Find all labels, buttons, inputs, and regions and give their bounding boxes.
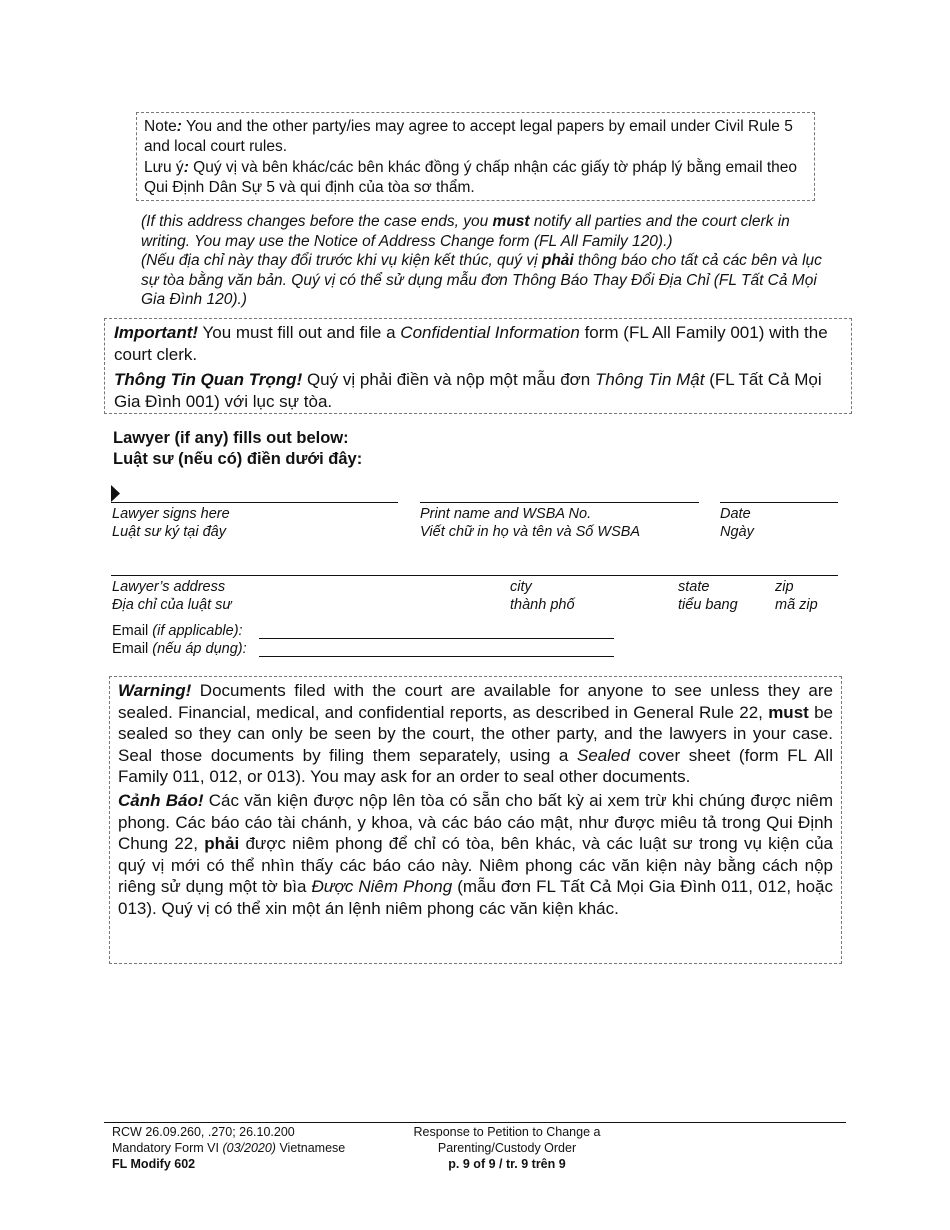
city-label bbox=[510, 578, 575, 614]
email-label-vi bbox=[112, 640, 247, 658]
footer-mandatory-pre: Mandatory Form VI bbox=[112, 1141, 223, 1155]
zip-label-vi: mã zip bbox=[775, 597, 818, 613]
important-vi-post: (FL Tất Cả Mọi Gia Đình 001) với lục sự tòa. bbox=[114, 370, 822, 411]
warning-vi-phai: phải bbox=[204, 834, 240, 854]
lawyer-signs-label-en: Lawyer signs here bbox=[112, 506, 230, 522]
date-label bbox=[720, 505, 754, 541]
note-vi-colon: : bbox=[183, 159, 189, 176]
important-vi bbox=[114, 369, 842, 412]
address-notice-en bbox=[141, 212, 841, 251]
email-line-en[interactable] bbox=[259, 638, 614, 639]
lawyer-heading-en: Lawyer (if any) fills out below: bbox=[113, 429, 349, 447]
lawyer-heading-vi: Luật sư (nếu có) điền dưới đây: bbox=[113, 450, 363, 468]
address-notice-vi bbox=[141, 251, 841, 310]
signature-arrow-icon bbox=[111, 485, 121, 502]
lawyer-address-label-vi: Địa chỉ của luật sư bbox=[112, 597, 232, 613]
important-vi-pre: Quý vị phải điền và nộp một mẫu đơn bbox=[302, 370, 595, 389]
zip-label bbox=[775, 578, 818, 614]
footer-mandatory-date: (03/2020) bbox=[222, 1141, 276, 1155]
state-label-vi: tiểu bang bbox=[678, 597, 738, 613]
note-en bbox=[144, 117, 807, 156]
lawyer-address-line[interactable] bbox=[111, 575, 838, 576]
footer-rule bbox=[104, 1122, 846, 1123]
print-name-label-vi: Viết chữ in họ và tên và Số WSBA bbox=[420, 524, 641, 540]
lawyer-section-heading bbox=[113, 428, 362, 470]
warning-en-label: Warning! bbox=[118, 681, 192, 700]
note-box bbox=[136, 112, 815, 201]
email-label-vi-text: Email bbox=[112, 641, 153, 657]
state-label bbox=[678, 578, 738, 614]
lawyer-signs-label-vi: Luật sư ký tại đây bbox=[112, 524, 226, 540]
warning-en-pre: Documents filed with the court are available for anyone to see unless they are sealed. Financial, medical, and confidential reports, as described in General Rule 22, bbox=[118, 681, 833, 722]
print-name-wsba-line[interactable] bbox=[420, 502, 699, 503]
note-en-text: You and the other party/ies may agree to accept legal papers by email under Civil Rule 5 and local court rules. bbox=[144, 118, 793, 155]
print-name-label bbox=[420, 505, 640, 541]
note-vi bbox=[144, 158, 807, 197]
email-label-en bbox=[112, 622, 247, 640]
address-notice-vi-phai: phải bbox=[541, 252, 574, 269]
footer-center bbox=[382, 1124, 632, 1172]
warning-en-post: cover sheet (form FL All Family 011, 012, or 013). You may ask for an order to seal other documents. bbox=[118, 745, 833, 787]
warning-vi bbox=[118, 790, 833, 920]
important-en-label: Important! bbox=[114, 323, 199, 342]
important-en-form-name: Confidential Information bbox=[400, 323, 580, 342]
footer-mandatory-post: Vietnamese bbox=[275, 1141, 346, 1155]
zip-label-en: zip bbox=[775, 579, 794, 595]
warning-vi-label: Cảnh Báo! bbox=[118, 790, 204, 810]
email-label-en-text: Email bbox=[112, 623, 153, 639]
city-label-vi: thành phố bbox=[510, 597, 575, 613]
address-change-notice bbox=[141, 212, 841, 310]
footer-title-line2: Parenting/Custody Order bbox=[437, 1141, 577, 1155]
warning-vi-post: (mẫu đơn FL Tất Cả Mọi Gia Đình 011, 012, hoặc 013). Quý vị có thể xin một án lệnh niêm phong các văn kiện khác. bbox=[118, 877, 833, 918]
footer-form-id: FL Modify 602 bbox=[112, 1157, 196, 1171]
date-line[interactable] bbox=[720, 502, 838, 503]
address-notice-vi-pre: (Nếu địa chỉ này thay đổi trước khi vụ kiện kết thúc, quý vị bbox=[141, 252, 542, 269]
important-box bbox=[104, 318, 852, 414]
footer-rcw: RCW 26.09.260, .270; 26.10.200 bbox=[112, 1125, 295, 1139]
date-label-en: Date bbox=[720, 506, 751, 522]
warning-vi-pre: Các văn kiện được nộp lên tòa có sẵn cho bất kỳ ai xem trừ khi chúng được niêm phong. Các báo cáo tài chánh, y khoa, và các báo cáo mật, như được miêu tả trong Qui Định Chung 22, bbox=[118, 790, 834, 854]
important-vi-form-name: Thông Tin Mật bbox=[595, 370, 705, 389]
email-label bbox=[112, 622, 247, 658]
address-notice-vi-post: thông báo cho tất cả các bên và lục sự tòa bằng văn bản. Quý vị có thể sử dụng mẫu đơn Thông Báo Thay Đổi Địa Chỉ (FL Tất Cả Mọi Gia Đình 120).) bbox=[141, 252, 822, 308]
email-line-vi[interactable] bbox=[259, 656, 614, 657]
lawyer-address-label bbox=[112, 578, 232, 614]
warning-en-must: must bbox=[768, 702, 809, 722]
important-en bbox=[114, 322, 842, 365]
city-label-en: city bbox=[510, 579, 532, 595]
address-notice-en-post: notify all parties and the court clerk in writing. You may use the Notice of Address Change form (FL All Family 120).) bbox=[141, 213, 790, 250]
note-vi-text: Quý vị và bên khác/các bên khác đồng ý chấp nhận các giấy tờ pháp lý bằng email theo Qui Định Dân Sự 5 và qui định của tòa sơ thẩm. bbox=[144, 159, 798, 196]
email-label-vi-qualifier: (nếu áp dụng): bbox=[152, 641, 247, 657]
lawyer-signs-label bbox=[112, 505, 230, 541]
important-en-post: form (FL All Family 001) with the court clerk. bbox=[114, 323, 828, 364]
footer-left bbox=[112, 1124, 345, 1172]
important-vi-label: Thông Tin Quan Trọng! bbox=[114, 370, 303, 389]
note-en-colon: : bbox=[176, 118, 182, 135]
warning-en bbox=[118, 680, 833, 788]
footer-page-number: p. 9 of 9 / tr. 9 trên 9 bbox=[448, 1157, 566, 1171]
state-label-en: state bbox=[678, 579, 710, 595]
footer-title-line1: Response to Petition to Change a bbox=[413, 1125, 601, 1139]
warning-en-mid: be sealed so they can only be seen by the court, the other party, and the lawyers in your case. Seal those documents by filing them separately, using a bbox=[118, 702, 833, 765]
note-en-label: Note bbox=[144, 118, 177, 135]
address-notice-en-pre: (If this address changes before the case ends, you bbox=[141, 213, 493, 230]
print-name-label-en: Print name and WSBA No. bbox=[420, 506, 592, 522]
date-label-vi: Ngày bbox=[720, 524, 754, 540]
email-label-en-qualifier: (if applicable): bbox=[152, 623, 243, 639]
lawyer-signature-line[interactable] bbox=[111, 502, 398, 503]
footer-mandatory bbox=[112, 1140, 345, 1156]
note-vi-label: Lưu ý bbox=[144, 159, 184, 176]
warning-en-sealed: Sealed bbox=[577, 745, 630, 765]
warning-vi-mid: được niêm phong để chỉ có tòa, bên khác, và các luật sư trong vụ kiện của quý vị mới có thể nhìn thấy các báo cáo này. Niêm phong các văn kiện này bằng cách nộp riêng sử dụng một tờ bìa bbox=[118, 834, 833, 897]
warning-vi-sealed: Được Niêm Phong bbox=[311, 877, 453, 897]
address-notice-en-must: must bbox=[492, 213, 530, 230]
warning-box bbox=[109, 676, 842, 964]
lawyer-address-label-en: Lawyer’s address bbox=[112, 579, 226, 595]
important-en-pre: You must fill out and file a bbox=[198, 323, 401, 342]
